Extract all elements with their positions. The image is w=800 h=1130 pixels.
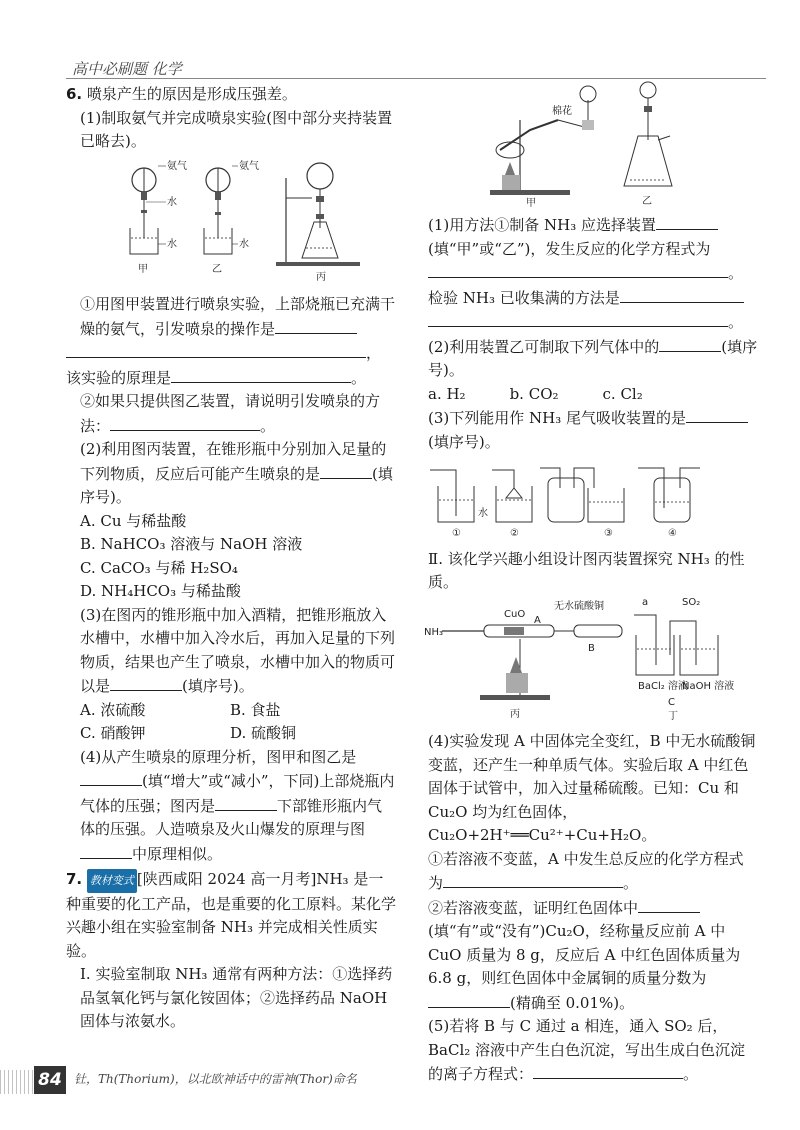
answer-blank[interactable] (275, 317, 357, 334)
q6-part3: (3)在图丙的锥形瓶中加入酒精，把锥形瓶放入水槽中，水槽中加入冷水后，再加入足量的下列物质，结果也产生了喷泉，水槽中加入的物质可以是 (填序号)。 (80, 605, 396, 695)
answer-blank[interactable] (638, 896, 700, 913)
footer-dots (0, 1070, 34, 1094)
q6-part1: (1)制取氨气并完成喷泉实验(图中部分夹持装置已略去)。 (80, 108, 393, 150)
page-number: 84 (34, 1066, 66, 1094)
label-cotton: 棉花 (552, 106, 572, 117)
answer-blank[interactable] (110, 674, 182, 691)
answer-blank[interactable] (533, 1062, 683, 1079)
answer-blank[interactable] (215, 794, 277, 811)
q7-tag: 教材变式 (87, 869, 137, 893)
q6-optC: C. CaCO₃ 与稀 H₂SO₄ (80, 558, 238, 577)
running-header: 高中必刷题 化学 (72, 60, 182, 78)
label-ammonia-2: 氨气 (239, 160, 259, 172)
label-so2: SO₂ (682, 596, 701, 608)
q6-opts3-row1: A. 浓硫酸 B. 食盐 (80, 700, 281, 719)
header-rule (66, 78, 766, 79)
answer-blank[interactable] (428, 310, 728, 327)
label-ding: 丁 (668, 710, 678, 722)
answer-blank[interactable] (686, 406, 748, 423)
label-device-water: 水 (478, 508, 488, 519)
option-b: b. CO₂ (509, 384, 559, 403)
q6-part4: (4)从产生喷泉的原理分析，图甲和图乙是(填“增大”或“减小”，下同)上部烧瓶内气体的压强；图丙是 下部锥形瓶内气体的压强。人造喷泉及火山爆发的原理与图中原理相似。 (80, 747, 395, 863)
label-B: B (588, 642, 595, 654)
q7-r1c: 检验 NH₃ 已收集满的方法是 (428, 286, 758, 311)
option-c: c. Cl₂ (602, 384, 643, 403)
q6-s1b: 该实验的原理是 。 (66, 366, 396, 391)
label-water-1: 水 (167, 196, 177, 208)
nh3-preparation-figure (470, 80, 690, 208)
q6-s1a: ①用图甲装置进行喷泉实验，上部烧瓶已充满干燥的氨气，引发喷泉的操作是 (80, 295, 396, 338)
left-column: 6. 喷泉产生的原因是形成压强差。 (1)制取氨气并完成喷泉实验(图中部分夹持装置已略去)。 氨气 水 水 甲 氨气 水 乙 丙 ①用图甲装置进行喷泉实验，上部烧瓶已充满干燥的氨气，引发喷泉的操作是 ， 该实验的原理是 。 ②如果只提供图乙装置，请说明引发喷泉的方法： 。 (2)利用图丙装置，在锥形瓶中分别加入足量的下列物质，反应后可能产生喷泉的是 (填序号)。 A. Cu 与稀盐酸 B. NaHCO₃ 溶液与 NaOH 溶液 C. CaCO₃ 与稀 H₂SO₄ D. NH₄HCO₃ 与稀盐酸 (3)在图丙的锥形瓶中加入酒精，把锥形瓶放入水槽中，水槽中加入冷水后，再加入足量的下列物质，结果也产生了喷泉，水槽中加入的物质可以是 (填序号)。 A. 浓硫酸 B. 食盐 C. 硝酸钾 D. 硫酸铜 (4)从产生喷泉的原理分析，图甲和图乙是(填“增大”或“减小”，下同)上部烧瓶内气体的压强；图丙是 下部锥形瓶内气体的压强。人造喷泉及火山爆发的原理与图中原理相似。 7. 教材变式 [陕西咸阳 2024 高一月考]NH₃ 是一种重要的化工产品，也是重要的化工原料。某化学兴趣小组在实验室制备 NH₃ 并完成相关性质实验。 Ⅰ. 实验室制取 NH₃ 通常有两种方法：①选择药品氢氧化钙与氯化铵固体；②选择药品 NaOH 固体与浓氨水。 (66, 83, 396, 1034)
q6-number: 6. (66, 85, 83, 103)
q6-part2: (2)利用图丙装置，在锥形瓶中分别加入足量的下列物质，反应后可能产生喷泉的是 (填序号)。 (80, 440, 393, 506)
right-column: (1)用方法①制备 NH₃ 应选择装置(填“甲”或“乙”)，发生反应的化学方程式为 。 检验 NH₃ 已收集满的方法是 。 (2)利用装置乙可制取下列气体中的 (填序号)。 a. H₂ b. CO₂ c. Cl₂ (3)下列能用作 NH₃ 尾气吸收装置的是(填序号)。 ① 水 ② ③ ④ Ⅱ. 该化学兴趣小组设计图丙装置探究 NH₃ 的性质。 NH₃ CuO A 无水硫酸铜 B 丙 a SO₂ BaCl₂ 溶液 NaOH 溶液 C 丁 (4)实验发现 A 中固体完全变红，B 中无水硫酸铜变蓝，还产生一种单质气体。实验后取 A 中红色固体于试管中，加入过量稀硫酸。已知：Cu 和 Cu₂O 均为红色固体，Cu₂O+2H⁺══Cu²⁺+Cu+H₂O。 ①若溶液不变蓝，A 中发生总反应的化学方程式为 。 ②若溶液变蓝，证明红色固体中(填“有”或“没有”)Cu₂O，经称量反应前 A 中 CuO 质量为 8 g，反应后 A 中红色固体质量为 6.8 g，则红色固体中金属铜的质量分数为(精确至 0.01%)。 (5)若将 B 与 C 通过 a 相连，通入 SO₂ 后，BaCl₂ 溶液中产生白色沉淀，写出生成白色沉淀的离子方程式： 。 (428, 213, 758, 1087)
label-bing-2: 丙 (510, 708, 520, 720)
nh3-properties-figure (424, 595, 744, 723)
answer-blank[interactable] (110, 414, 260, 431)
option-a: a. H₂ (428, 384, 466, 403)
answer-blank[interactable] (443, 871, 623, 888)
q6-intro: 喷泉产生的原因是形成压强差。 (86, 85, 297, 103)
answer-blank[interactable] (80, 842, 132, 859)
answer-blank[interactable] (320, 462, 372, 479)
label-device-4: ④ (668, 528, 677, 539)
label-bing: 丙 (316, 271, 326, 283)
label-anhydrous-cuso4: 无水硫酸铜 (554, 600, 604, 612)
q6-s1c: ②如果只提供图乙装置，请说明引发喷泉的方法： 。 (80, 392, 381, 435)
label-naoh: NaOH 溶液 (682, 680, 735, 692)
answer-blank[interactable] (66, 341, 366, 358)
label-device-3: ③ (604, 528, 613, 539)
q6-opts3-row2: C. 硝酸钾 D. 硫酸铜 (80, 724, 297, 742)
label-a: a (642, 596, 649, 608)
answer-blank[interactable] (659, 335, 721, 352)
label-ammonia-1: 氨气 (167, 160, 187, 172)
q7-r1: (1)用方法①制备 NH₃ 应选择装置(填“甲”或“乙”)，发生反应的化学方程式为 (428, 213, 758, 261)
answer-blank[interactable] (656, 213, 718, 230)
q7-r2: (2)利用装置乙可制取下列气体中的 (填序号)。 (428, 335, 758, 383)
answer-blank[interactable] (620, 286, 744, 303)
fountain-apparatus-figure (126, 158, 376, 286)
answer-blank[interactable] (428, 261, 728, 278)
q7-partII: Ⅱ. 该化学兴趣小组设计图丙装置探究 NH₃ 的性质。 (428, 549, 745, 591)
q6-optB: B. NaHCO₃ 溶液与 NaOH 溶液 (80, 535, 303, 553)
label-water-3: 水 (239, 238, 249, 250)
label-yi: 乙 (212, 263, 222, 275)
q7-partI: Ⅰ. 实验室制取 NH₃ 通常有两种方法：①选择药品氢氧化钙与氯化铵固体；②选择药品 NaOH 固体与浓氨水。 (80, 965, 393, 1030)
label-jia: 甲 (138, 263, 148, 275)
q7-r2-options (428, 383, 758, 407)
q7-intro: 7. 教材变式 [陕西咸阳 2024 高一月考]NH₃ 是一种重要的化工产品，也是重要的化工原料。某化学兴趣小组在实验室制备 NH₃ 并完成相关性质实验。 (66, 870, 397, 960)
label-water-2: 水 (167, 238, 177, 250)
label-A: A (534, 614, 541, 626)
q6-optA: A. Cu 与稀盐酸 (80, 511, 187, 530)
q7-r4a: ①若溶液不变蓝，A 中发生总反应的化学方程式为 。 (428, 849, 744, 892)
label-jia-2: 甲 (526, 198, 536, 208)
label-device-1: ① (452, 528, 461, 539)
label-cuo: CuO (504, 608, 526, 620)
answer-blank[interactable] (428, 991, 510, 1008)
label-C: C (668, 696, 675, 708)
q7-r4b: ②若溶液变蓝，证明红色固体中(填“有”或“没有”)Cu₂O，经称量反应前 A 中 CuO 质量为 8 g，反应后 A 中红色固体质量为 6.8 g，则红色固体中金属铜的质量分数为(精确至 0.01%)。 (428, 896, 758, 1016)
answer-blank[interactable] (80, 769, 142, 786)
label-device-2: ② (510, 528, 519, 539)
q6-optD: D. NH₄HCO₃ 与稀盐酸 (80, 582, 241, 600)
q7-r4: (4)实验发现 A 中固体完全变红，B 中无水硫酸铜变蓝，还产生一种单质气体。实验后取 A 中红色固体于试管中，加入过量稀硫酸。已知：Cu 和 Cu₂O 均为红色固体，Cu₂O+2H⁺══Cu²⁺+Cu+H₂O。 (428, 732, 756, 844)
answer-blank[interactable] (171, 366, 351, 383)
label-yi-2: 乙 (642, 196, 652, 207)
q7-r3: (3)下列能用作 NH₃ 尾气吸收装置的是(填序号)。 (428, 406, 758, 454)
footnote: 钍，Th(Thorium)，以北欧神话中的雷神(Thor)命名 (74, 1072, 357, 1086)
q7-r5: (5)若将 B 与 C 通过 a 相连，通入 SO₂ 后，BaCl₂ 溶液中产生白色沉淀，写出生成白色沉淀的离子方程式： 。 (428, 1017, 746, 1083)
label-bacl2: BaCl₂ 溶液 (638, 680, 688, 692)
label-nh3: NH₃ (424, 626, 444, 638)
absorption-devices-figure (428, 458, 728, 540)
